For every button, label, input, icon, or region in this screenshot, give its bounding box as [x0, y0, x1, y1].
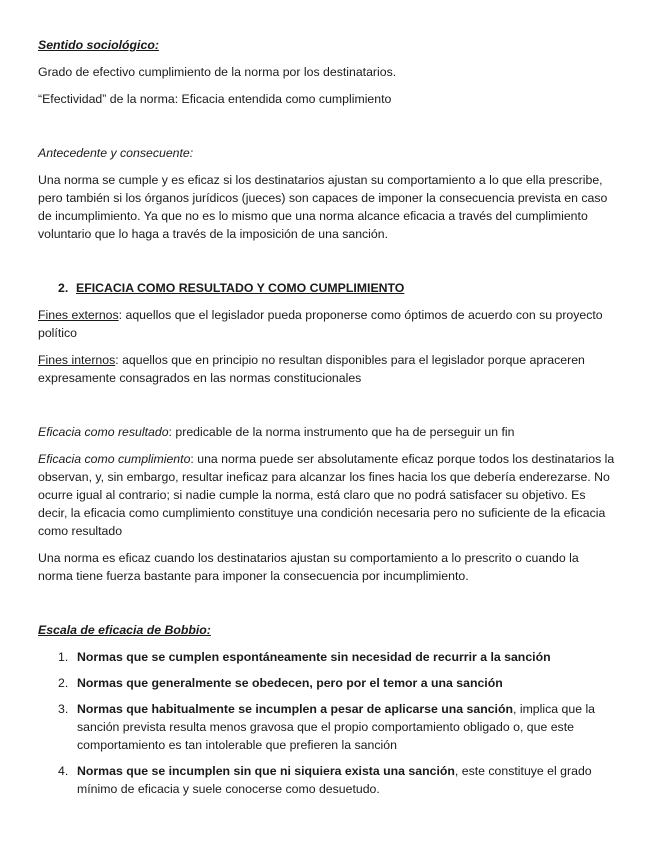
definition: : predicable de la norma instrumento que ha de perseguir un fin: [168, 425, 515, 439]
bobbio-scale-list: [38, 648, 615, 798]
list-number: 1.: [58, 650, 69, 664]
list-item: [38, 674, 615, 692]
list-item: [38, 700, 615, 754]
paragraph-fines-externos: [38, 306, 615, 342]
paragraph: Una norma se cumple y es eficaz si los destinatarios ajustan su comportamiento a lo que ella prescribe, pero también si los órganos jurídicos (jueces) son capaces de imponer la consecuencia prevista en caso de incumplimiento. Ya que no es lo mismo que una norma alcance eficacia a través del cumplimiento voluntario que lo haga a través de la imposición de una sanción.: [38, 173, 608, 241]
term: Fines externos: [38, 308, 119, 322]
paragraph: Una norma es eficaz cuando los destinatarios ajustan su comportamiento a lo prescrito o cuando la norma tiene fuerza bastante para imponer la consecuencia por incumplimiento.: [38, 551, 579, 583]
heading-number: 2.: [58, 281, 69, 295]
paragraph-fines-internos: [38, 351, 615, 387]
list-number: 4.: [58, 764, 69, 778]
list-item-bold: Normas que se incumplen sin que ni siquiera exista una sanción: [77, 764, 455, 778]
definition: : una norma puede ser absolutamente eficaz porque todos los destinatarios la observan, y, sin embargo, resultar ineficaz para alcanzar los fines hacia los que debería enderezarse. No ocurre igual al contrario; si nadie cumple la norma, está claro que no podrá satisfacer su objetivo. Es decir, la eficacia como cumplimiento constituye una condición necesaria pero no suficiente de la eficacia como resultado: [38, 452, 615, 538]
list-number: 2.: [58, 676, 69, 690]
paragraph: “Efectividad” de la norma: Eficacia entendida como cumplimiento: [38, 92, 392, 106]
term: Fines internos: [38, 353, 116, 367]
list-item-text: , implica que la sanción prevista resulta menos gravosa que el propio comportamiento obligado o, que este comportamiento es tan intolerable que prefieren la sanción: [77, 702, 596, 752]
section-heading-eficacia: [38, 279, 615, 297]
paragraph-eficacia-resultado: [38, 423, 615, 441]
heading-text: EFICACIA COMO RESULTADO Y COMO CUMPLIMIENTO: [76, 281, 405, 295]
definition: : aquellos que el legislador pueda proponerse como óptimos de acuerdo con su proyecto político: [38, 308, 603, 340]
term: Eficacia como resultado: [38, 425, 169, 439]
paragraph: Grado de efectivo cumplimiento de la norma por los destinatarios.: [38, 65, 397, 79]
section-title-antecedente: Antecedente y consecuente:: [38, 146, 194, 160]
list-item-bold: Normas que generalmente se obedecen, pero por el temor a una sanción: [77, 676, 503, 690]
list-item-bold: Normas que se cumplen espontáneamente sin necesidad de recurrir a la sanción: [77, 650, 551, 664]
list-item: [38, 648, 615, 666]
list-item-bold: Normas que habitualmente se incumplen a pesar de aplicarse una sanción: [77, 702, 513, 716]
list-item: [38, 762, 615, 798]
list-item-text: , este constituye el grado mínimo de eficacia y suele conocerse como desuetudo.: [77, 764, 592, 796]
term: Eficacia como cumplimiento: [38, 452, 191, 466]
list-number: 3.: [58, 702, 69, 716]
section-title-sentido: Sentido sociológico:: [38, 38, 159, 52]
definition: : aquellos que en principio no resultan disponibles para el legislador porque apraceren expresamente consagrados en las normas constitucionales: [38, 353, 585, 385]
section-title-bobbio: Escala de eficacia de Bobbio:: [38, 623, 211, 637]
paragraph-eficacia-cumplimiento: [38, 450, 615, 540]
